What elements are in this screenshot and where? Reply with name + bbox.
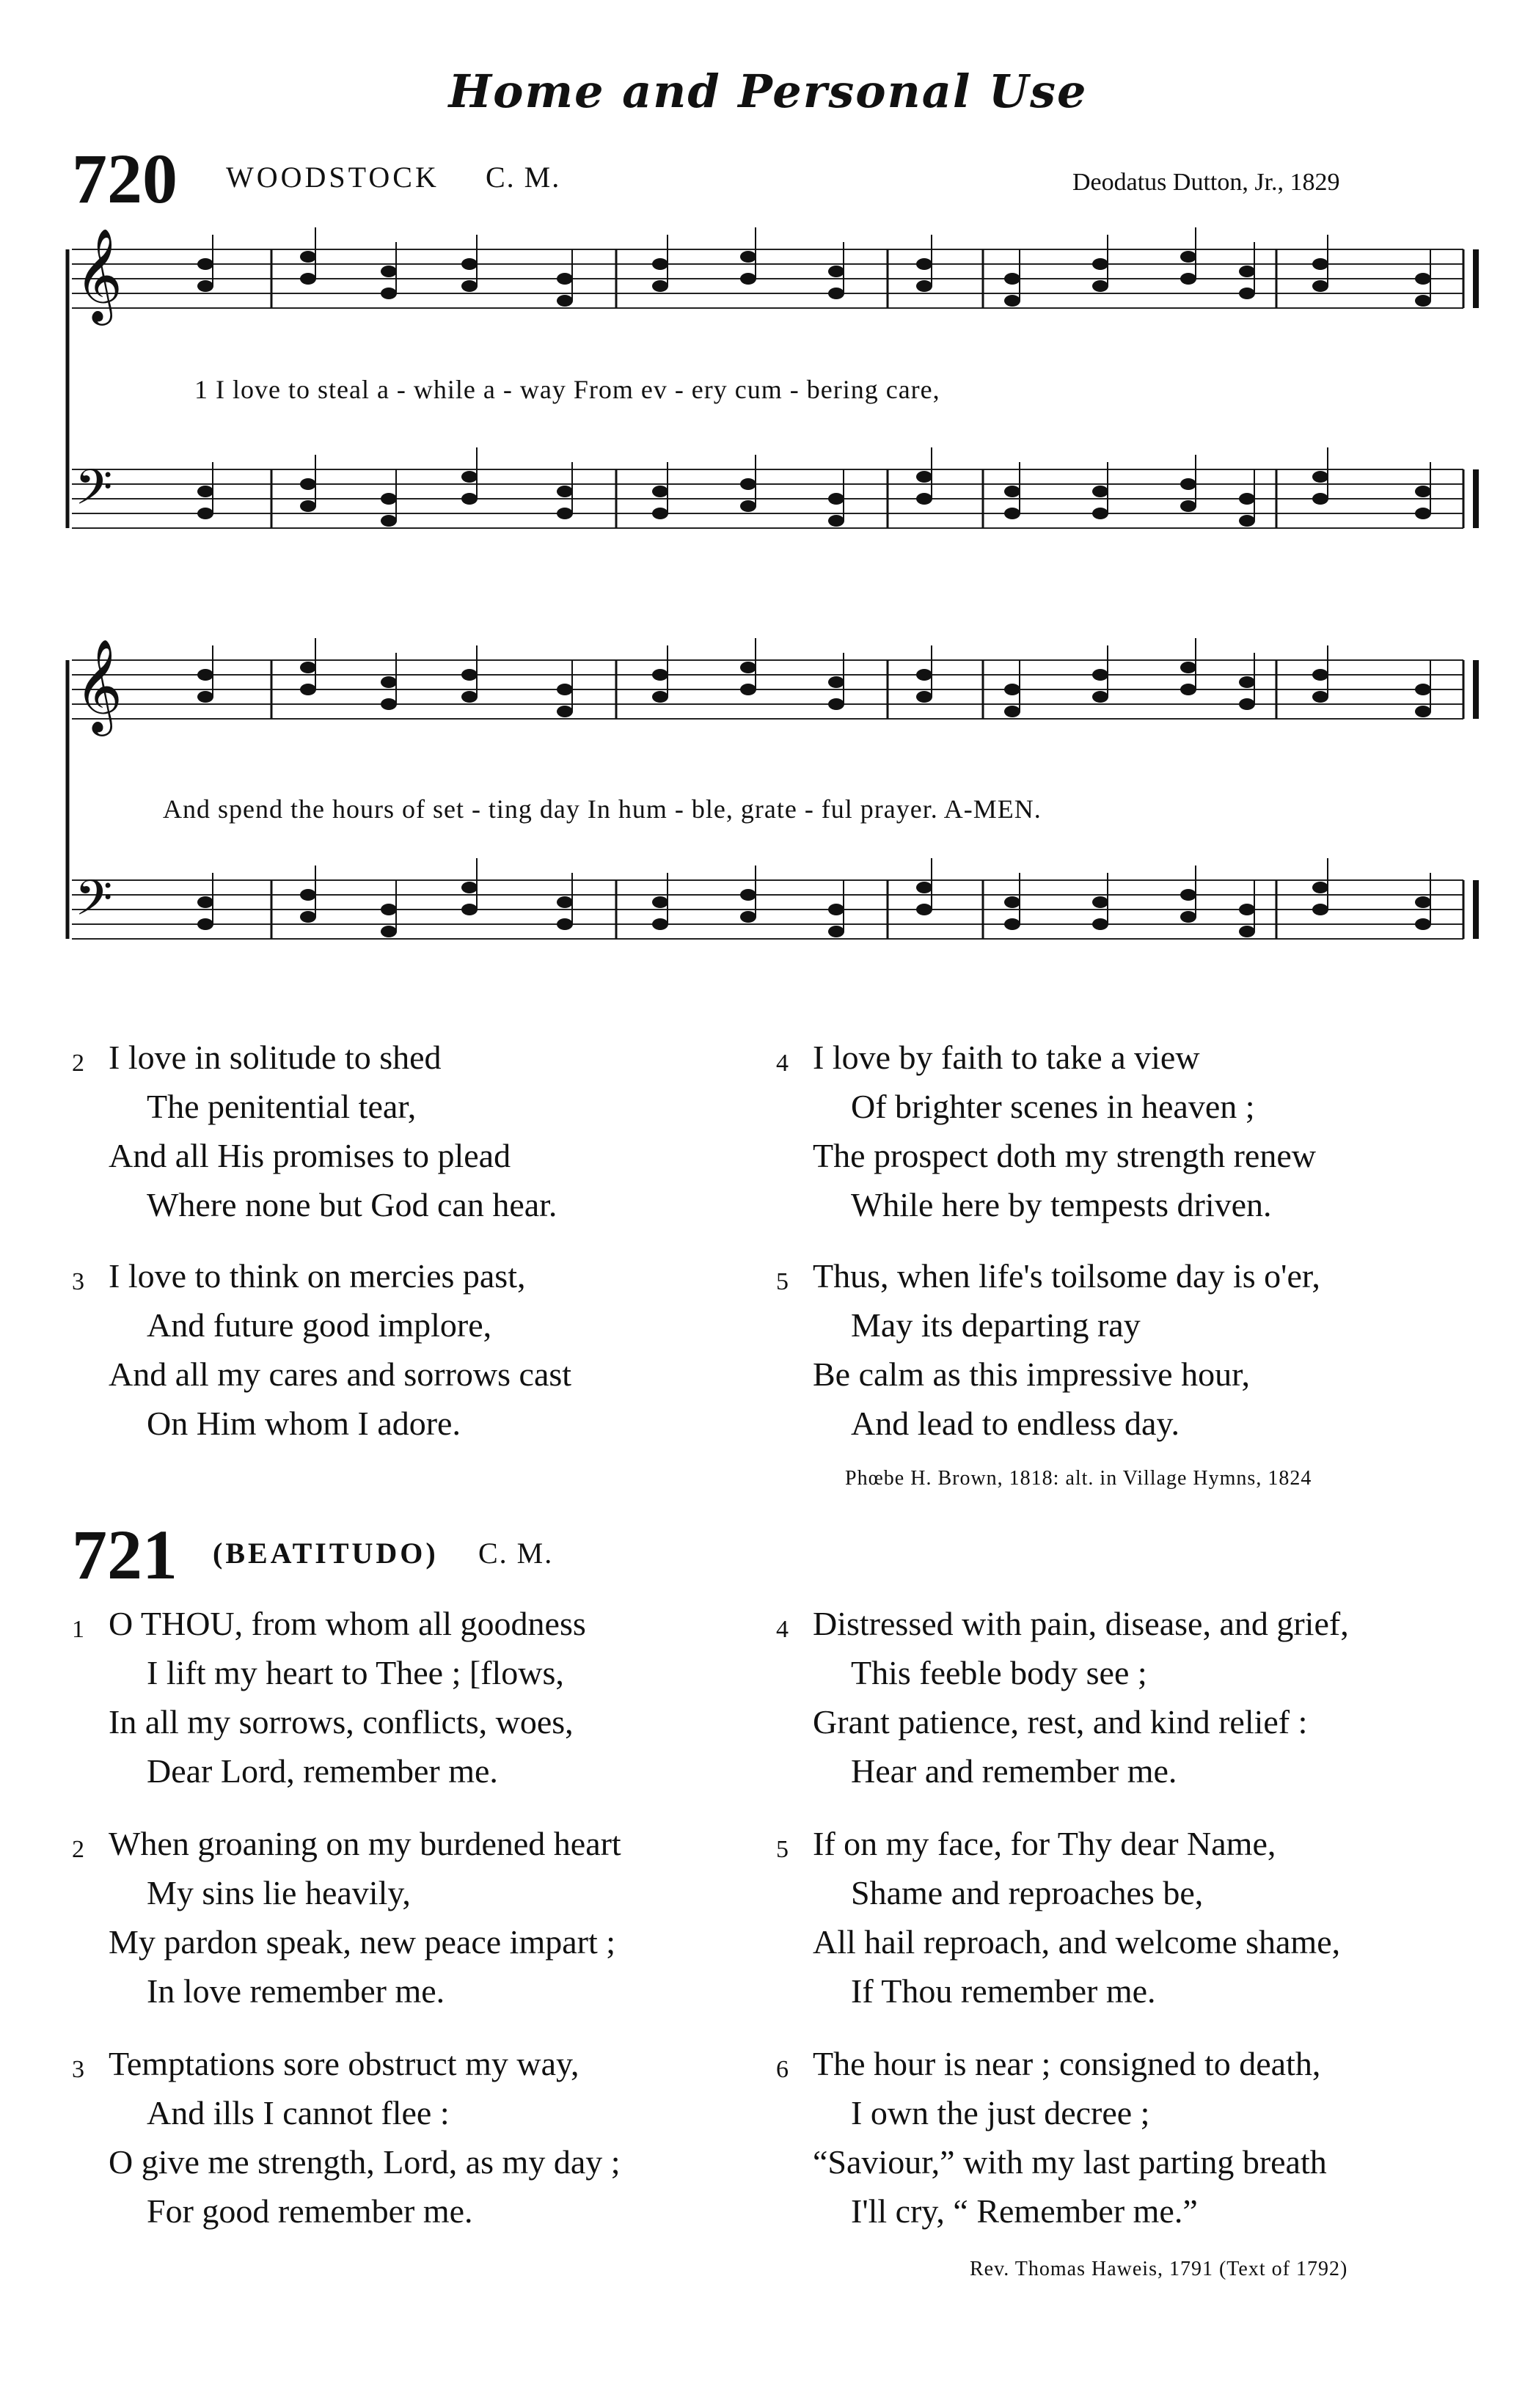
stanza-line: My sins lie heavily, — [147, 1874, 411, 1911]
note-head — [1415, 486, 1431, 497]
note-head — [1239, 698, 1255, 710]
author-credit-721: Rev. Thomas Haweis, 1791 (Text of 1792) — [970, 2258, 1348, 2280]
stanza-line: The hour is near ; consigned to death, — [813, 2045, 1321, 2082]
note-head — [1004, 896, 1020, 908]
note-head — [1239, 515, 1255, 527]
tune-name-721: (BEATITUDO) — [213, 1537, 439, 1570]
note-head — [197, 896, 213, 908]
note-head — [828, 515, 844, 527]
note-head — [1415, 896, 1431, 908]
note-head — [1415, 273, 1431, 285]
note-head — [1415, 684, 1431, 695]
stanza-number: 2 — [72, 1050, 84, 1077]
lyric-line-2: And spend the hours of set - ting day In hum - ble, grate - ful prayer. A-MEN. — [163, 794, 1042, 824]
stanza-line: This feeble body see ; — [851, 1654, 1147, 1691]
stanza-line: I love in solitude to shed — [109, 1039, 442, 1076]
note-head — [557, 295, 573, 307]
stanza-number: 4 — [776, 1616, 789, 1643]
stanza-number: 3 — [72, 1268, 84, 1295]
stanza-line: I'll cry, “ Remember me.” — [851, 2192, 1198, 2230]
stanza-line: I love by faith to take a view — [813, 1039, 1200, 1076]
note-head — [197, 486, 213, 497]
stanza-line: I lift my heart to Thee ; [flows, — [147, 1654, 564, 1691]
note-head — [461, 669, 478, 681]
note-head — [461, 904, 478, 915]
note-head — [1415, 295, 1431, 307]
note-head — [652, 280, 668, 292]
note-head — [1312, 669, 1328, 681]
treble-clef: 𝄞 — [75, 227, 123, 321]
stanza-line: Grant patience, rest, and kind relief : — [813, 1703, 1308, 1741]
meter-721: C. M. — [478, 1537, 554, 1570]
stanza-number: 5 — [776, 1268, 789, 1295]
note-head — [381, 288, 397, 299]
treble-clef: 𝄞 — [75, 638, 123, 732]
stanza-line: The penitential tear, — [147, 1088, 417, 1125]
stanza-721-2 — [72, 1819, 776, 2032]
note-head — [197, 280, 213, 292]
stanza-line: May its departing ray — [851, 1306, 1141, 1344]
note-head — [916, 882, 932, 893]
note-head — [1004, 706, 1020, 717]
stanza-line: “Saviour,” with my last parting breath — [813, 2143, 1327, 2181]
note-head — [300, 684, 316, 695]
stanza-line: And future good implore, — [147, 1306, 492, 1344]
stanza-line: If on my face, for Thy dear Name, — [813, 1825, 1276, 1862]
note-head — [1092, 918, 1108, 930]
stanza-number: 4 — [776, 1050, 789, 1077]
note-head — [1312, 691, 1328, 703]
note-head — [1092, 691, 1108, 703]
note-head — [1004, 295, 1020, 307]
note-head — [1239, 904, 1255, 915]
note-head — [828, 926, 844, 937]
stanza-721-1 — [72, 1599, 776, 1812]
stanza-line: And ills I cannot flee : — [147, 2094, 450, 2131]
note-head — [828, 904, 844, 915]
note-head — [1092, 669, 1108, 681]
note-head — [1092, 486, 1108, 497]
stanza-line: If Thou remember me. — [851, 1972, 1156, 2010]
note-head — [300, 911, 316, 923]
note-head — [557, 273, 573, 285]
stanza-720-2 — [72, 1033, 732, 1245]
note-head — [1415, 508, 1431, 519]
note-head — [557, 486, 573, 497]
note-head — [557, 684, 573, 695]
note-head — [1180, 684, 1196, 695]
note-head — [828, 698, 844, 710]
note-head — [300, 500, 316, 512]
note-head — [740, 273, 756, 285]
note-head — [197, 508, 213, 519]
note-head — [1004, 486, 1020, 497]
note-head — [740, 478, 756, 490]
note-head — [652, 691, 668, 703]
note-head — [557, 896, 573, 908]
note-head — [1180, 273, 1196, 285]
stanza-number: 3 — [72, 2056, 84, 2083]
stanza-number: 1 — [72, 1616, 84, 1643]
stanza-line: Of brighter scenes in heaven ; — [851, 1088, 1255, 1125]
page-header: Home and Personal Use — [448, 65, 1088, 118]
note-head — [381, 676, 397, 688]
note-head — [1312, 471, 1328, 483]
stanza-number: 2 — [72, 1836, 84, 1863]
note-head — [197, 258, 213, 270]
note-head — [1312, 280, 1328, 292]
stanza-line: Distressed with pain, disease, and grief, — [813, 1605, 1349, 1642]
stanza-line: Temptations sore obstruct my way, — [109, 2045, 579, 2082]
stanza-line: Thus, when life's toilsome day is o'er, — [813, 1257, 1320, 1295]
note-head — [197, 691, 213, 703]
note-head — [197, 918, 213, 930]
note-head — [300, 273, 316, 285]
stanza-line: Where none but God can hear. — [147, 1186, 557, 1223]
note-head — [300, 251, 316, 263]
note-head — [1092, 896, 1108, 908]
note-head — [740, 911, 756, 923]
note-head — [652, 918, 668, 930]
note-head — [1415, 706, 1431, 717]
note-head — [1180, 500, 1196, 512]
note-head — [740, 500, 756, 512]
note-head — [461, 493, 478, 505]
note-head — [916, 280, 932, 292]
note-head — [828, 288, 844, 299]
stanza-line: Shame and reproaches be, — [851, 1874, 1204, 1911]
note-head — [381, 926, 397, 937]
note-head — [1180, 662, 1196, 673]
note-head — [652, 258, 668, 270]
stanza-line: For good remember me. — [147, 2192, 473, 2230]
stanza-line: Hear and remember me. — [851, 1752, 1177, 1790]
note-head — [1004, 273, 1020, 285]
note-head — [916, 258, 932, 270]
note-head — [1092, 258, 1108, 270]
stanza-number: 5 — [776, 1836, 789, 1863]
stanza-line: In love remember me. — [147, 1972, 445, 2010]
stanza-721-6 — [776, 2039, 1495, 2252]
note-head — [461, 258, 478, 270]
hymn-number-721: 721 — [72, 1515, 178, 1594]
note-head — [381, 698, 397, 710]
stanza-line: While here by tempests driven. — [851, 1186, 1272, 1223]
note-head — [740, 251, 756, 263]
note-head — [740, 684, 756, 695]
note-head — [381, 515, 397, 527]
note-head — [381, 266, 397, 277]
note-head — [1239, 493, 1255, 505]
stanza-line: I own the just decree ; — [851, 2094, 1150, 2131]
note-head — [916, 691, 932, 703]
note-head — [828, 676, 844, 688]
note-head — [197, 669, 213, 681]
stanza-line: On Him whom I adore. — [147, 1405, 461, 1442]
note-head — [1312, 882, 1328, 893]
note-head — [461, 280, 478, 292]
note-head — [828, 266, 844, 277]
note-head — [557, 508, 573, 519]
bass-clef: 𝄢 — [75, 870, 113, 938]
stanza-line: O THOU, from whom all goodness — [109, 1605, 586, 1642]
note-head — [381, 493, 397, 505]
stanza-720-4 — [776, 1033, 1480, 1245]
note-head — [916, 904, 932, 915]
stanza-line: When groaning on my burdened heart — [109, 1825, 621, 1862]
bass-clef: 𝄢 — [75, 459, 113, 527]
stanza-line: Dear Lord, remember me. — [147, 1752, 498, 1790]
stanza-line: O give me strength, Lord, as my day ; — [109, 2143, 621, 2181]
stanza-line: The prospect doth my strength renew — [813, 1137, 1316, 1174]
note-head — [740, 889, 756, 901]
note-head — [1092, 508, 1108, 519]
stanza-721-3 — [72, 2039, 776, 2252]
note-head — [652, 486, 668, 497]
note-head — [461, 691, 478, 703]
note-head — [916, 471, 932, 483]
composer-credit: Deodatus Dutton, Jr., 1829 — [1072, 169, 1340, 196]
note-head — [916, 493, 932, 505]
note-head — [1004, 684, 1020, 695]
stanza-line: All hail reproach, and welcome shame, — [813, 1923, 1341, 1961]
stanza-720-5 — [776, 1251, 1480, 1464]
note-head — [300, 478, 316, 490]
note-head — [300, 889, 316, 901]
note-head — [1004, 508, 1020, 519]
note-head — [1312, 904, 1328, 915]
note-head — [1239, 926, 1255, 937]
note-head — [1239, 266, 1255, 277]
note-head — [652, 508, 668, 519]
lyric-line-1: 1 I love to steal a - while a - way From ev - ery cum - bering care, — [194, 375, 940, 404]
tune-name-720: WOODSTOCK — [226, 161, 439, 194]
stanza-line: My pardon speak, new peace impart ; — [109, 1923, 616, 1961]
stanza-line: In all my sorrows, conflicts, woes, — [109, 1703, 574, 1741]
note-head — [652, 896, 668, 908]
note-head — [916, 669, 932, 681]
note-head — [740, 662, 756, 673]
note-head — [557, 918, 573, 930]
note-head — [461, 882, 478, 893]
stanza-721-4 — [776, 1599, 1495, 1812]
note-head — [300, 662, 316, 673]
note-head — [1239, 288, 1255, 299]
note-head — [1312, 258, 1328, 270]
note-head — [1180, 889, 1196, 901]
note-head — [1180, 911, 1196, 923]
note-head — [557, 706, 573, 717]
author-credit-720: Phœbe H. Brown, 1818: alt. in Village Hymns, 1824 — [845, 1467, 1312, 1490]
stanza-line: I love to think on mercies past, — [109, 1257, 526, 1295]
note-head — [1415, 918, 1431, 930]
note-head — [1180, 478, 1196, 490]
stanza-line: And all His promises to plead — [109, 1137, 511, 1174]
stanza-number: 6 — [776, 2056, 789, 2083]
note-head — [1239, 676, 1255, 688]
hymn-number-720: 720 — [72, 139, 178, 218]
note-head — [1092, 280, 1108, 292]
stanza-line: And lead to endless day. — [851, 1405, 1180, 1442]
note-head — [652, 669, 668, 681]
stanza-line: And all my cares and sorrows cast — [109, 1355, 572, 1393]
meter-720: C. M. — [486, 161, 561, 194]
note-head — [381, 904, 397, 915]
note-head — [828, 493, 844, 505]
stanza-721-5 — [776, 1819, 1495, 2032]
note-head — [1004, 918, 1020, 930]
note-head — [1180, 251, 1196, 263]
note-head — [1312, 493, 1328, 505]
note-head — [461, 471, 478, 483]
stanza-720-3 — [72, 1251, 732, 1464]
stanza-line: Be calm as this impressive hour, — [813, 1355, 1251, 1393]
